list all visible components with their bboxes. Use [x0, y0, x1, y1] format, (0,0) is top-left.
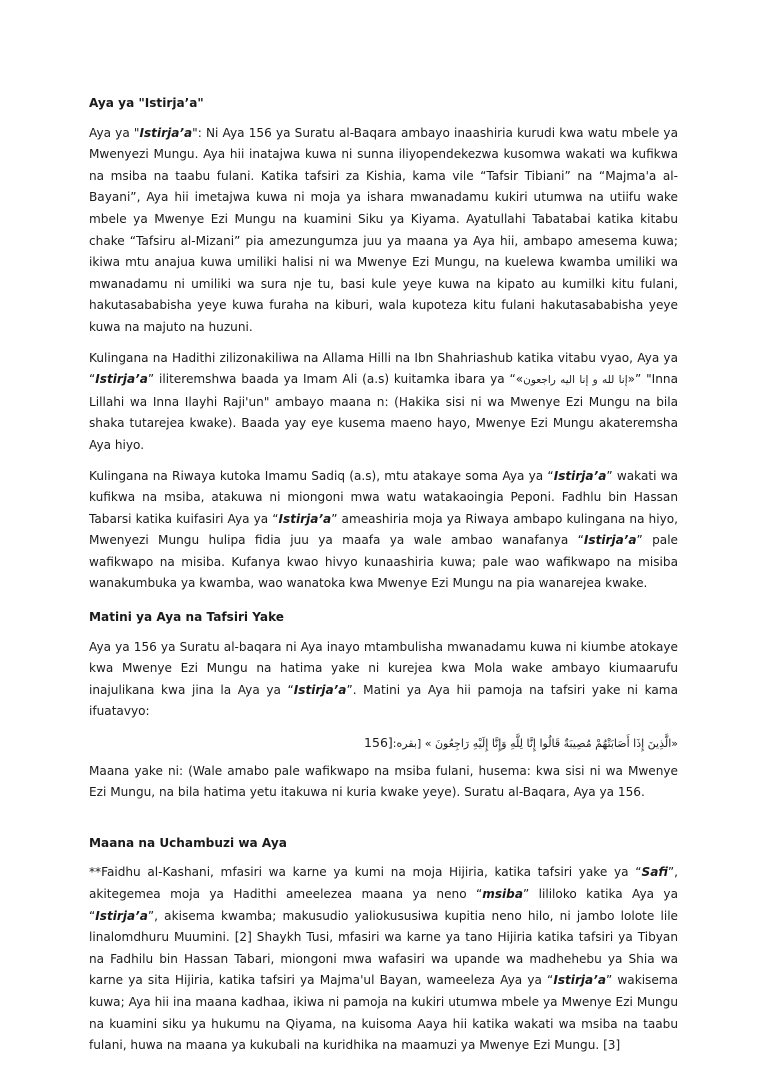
- text-run: ” wakisema kuwa; Aya hii ina maana kadhaa, ikiwa ni pamoja na kukiri utumwa mbele ya Mwenye Ezi Mungu na kuamini siku ya hukumu na Qiyama, na kuisoma Aaya hii katika wakati wa msiba na taabu fulani, huwa na maana ya kukubali na kuridhika na maamuzi ya Mwenye Ezi Mungu. [3]: [89, 973, 678, 1053]
- text-run: Kulingana na Riwaya kutoka Imamu Sadiq (a.s), mtu atakaye soma Aya ya “: [89, 468, 554, 483]
- emphasis-term: Istirja’a: [583, 533, 637, 548]
- text-run: ” pale wafikwapo na misiba. Kufanya kwao hivyo kunaashiria kuwa; pale wao wafikwapo na misiba wanakumbuka ya kwamba, wao wanatoka kwa Mwenye Ezi Mungu na pia wanarejea kwake.: [89, 533, 678, 591]
- emphasis-term: Istirja’a: [553, 973, 606, 988]
- section-heading-istirja: Aya ya "Istirja’a": [89, 96, 204, 110]
- text-run: ” wakati wa kufikwa na msiba, atakuwa ni miongoni mwa watu watakaoingia Peponi. Fadhlu bin Hassan Tabarsi katika kuifasiri Aya ya “: [89, 468, 678, 526]
- text-run: ”, akisema kwamba; makusudio yaliokususiwa kupitia neno hilo, ni jambo lolote lile linalomdhuru Muumini. [2] Shaykh Tusi, mfasiri wa karne ya tano Hijiria katika tafsiri ya Tibyan na Fadhilu bin Hassan Tabari, miongoni mwa wafasiri wa upande wa madhehebu ya Shia wa karne ya sita Hijiria, katika tafsiri ya Majma'ul Bayan, wameeleza Aya ya “: [89, 908, 678, 988]
- section-heading-matini: Matini ya Aya na Tafsiri Yake: [89, 610, 285, 625]
- text-run: ” iliteremshwa baada ya Imam Ali (a.s) kuitamka ibara ya “«: [147, 372, 524, 387]
- text-run: **Faidhu al-Kashani, mfasiri wa karne ya kumi na moja Hijiria, katika tafsiri yake ya “: [89, 865, 642, 880]
- text-run: Aya ya 156 ya Suratu al-baqara ni Aya inayo mtambulisha mwanadamu kuwa ni kiumbe atokaye kwa Mwenye Ezi Mungu na hatima yake ni kurejea kwa Mola wake ambayo kiumaarufu inajulikana kwa jina la Aya ya “: [89, 639, 678, 697]
- paragraph: [89, 123, 678, 339]
- emphasis-term: Safi: [641, 865, 668, 880]
- text-run: »” "Inna Lillahi wa Inna Ilayhi Raji'un" ambayo maana n: (Hakika sisi ni wa Mwenye Ezi Mungu na bila shaka tutarejea kwake). Baada yay eye kusema maeno hayo, Mwenye Ezi Mungu akateremsha Aya hiyo.: [89, 372, 678, 452]
- text-run: ”, akitegemea moja ya Hadithi ameelezea maana ya neno “: [89, 865, 678, 901]
- emphasis-term: Istirja’a: [553, 468, 607, 483]
- emphasis-term: Istirja’a: [139, 125, 193, 140]
- text-run: ": Ni Aya 156 ya Suratu al-Baqara ambayo inaashiria kurudi kwa watu mbele ya Mwenyezi Mungu. Aya hii inatajwa kuwa ni sunna iliyopendekezwa kusomwa wakati wa kufikwa na msiba na taabu fulani. Katika tafsiri za Kishia, kama vile “Tafsir Tibiani” na “Majma'a al-Bayani”, Aya hii imetajwa kuwa ni moja ya ishara mwanadamu kukiri utumwa na utiifu wake mbele ya Mwenye Ezi Mungu na kuamini Siku ya Kiyama. Ayatullahi Tabatabai katika kitabu chake “Tafsiru al-Mizani” pia amezungumza juu ya maana ya Aya hii, ambapo amesema kuwa; ikiwa mtu anajua kuwa umiliki halisi ni wa Mwenye Ezi Mungu, na kuelewa kwamba umiliki wa mwanadamu ni umiliki wa sura nje tu, basi kule yeye kuwa na kipato au kumilki kitu fulani, hakutasababisha yeye kuwa furaha na kiburi, wala kupoteza kitu fulani hakutasababisha yeye kuwa na majuto na huzuni.: [89, 125, 678, 334]
- paragraph: [89, 637, 678, 723]
- text-run: ” lililoko katika Aya ya “: [89, 887, 678, 923]
- text-run: Aya ya ": [89, 125, 140, 140]
- emphasis-term: Istirja’a: [95, 372, 148, 387]
- verse-reference: 156]: [364, 735, 393, 751]
- text-run: ”. Matini ya Aya hii pamoja na tafsiri yake ni kama ifuatavyo:: [89, 682, 679, 719]
- verse-text: «الَّذِينَ إِذَا أَصَابَتْهُمْ مُصِيبَةٌ قَالُوا إِنَّا لِلَّهِ وَإِنَّا إِلَيْهِ رَاجِعُونَ » [بقره:: [392, 737, 678, 751]
- emphasis-term: Istirja’a: [95, 908, 148, 923]
- text-run: Maana yake ni: (Wale amabo pale wafikwapo na msiba fulani, husema: kwa sisi ni wa Mwenye Ezi Mungu, na bila hatima yetu itakuwa ni kuria kwake yeye). Suratu al-Baqara, Aya ya 156.: [89, 763, 678, 800]
- emphasis-term: Istirja’a: [278, 511, 332, 526]
- emphasis-term: msiba: [482, 887, 523, 901]
- text-run: Kulingana na Hadithi zilizonakiliwa na Allama Hilli na Ibn Shahriashub katika vitabu vyao, Aya ya “: [89, 350, 678, 387]
- paragraph: [89, 761, 678, 804]
- quran-verse: [89, 732, 678, 755]
- document-page: [89, 93, 678, 1066]
- text-run: ” ameashiria moja ya Riwaya ambapo kulingana na hiyo, Mwenyezi Mungu hulipa fidia juu ya maafa ya wale ambao wanafanya “: [89, 511, 678, 548]
- emphasis-term: Istirja’a: [293, 682, 347, 697]
- arabic-phrase: إنا لله و إنا اليه راجعون: [523, 374, 628, 387]
- paragraph: [89, 862, 678, 1056]
- paragraph: [89, 348, 678, 457]
- paragraph: [89, 466, 678, 596]
- section-heading-maana: Maana na Uchambuzi wa Aya: [89, 835, 287, 850]
